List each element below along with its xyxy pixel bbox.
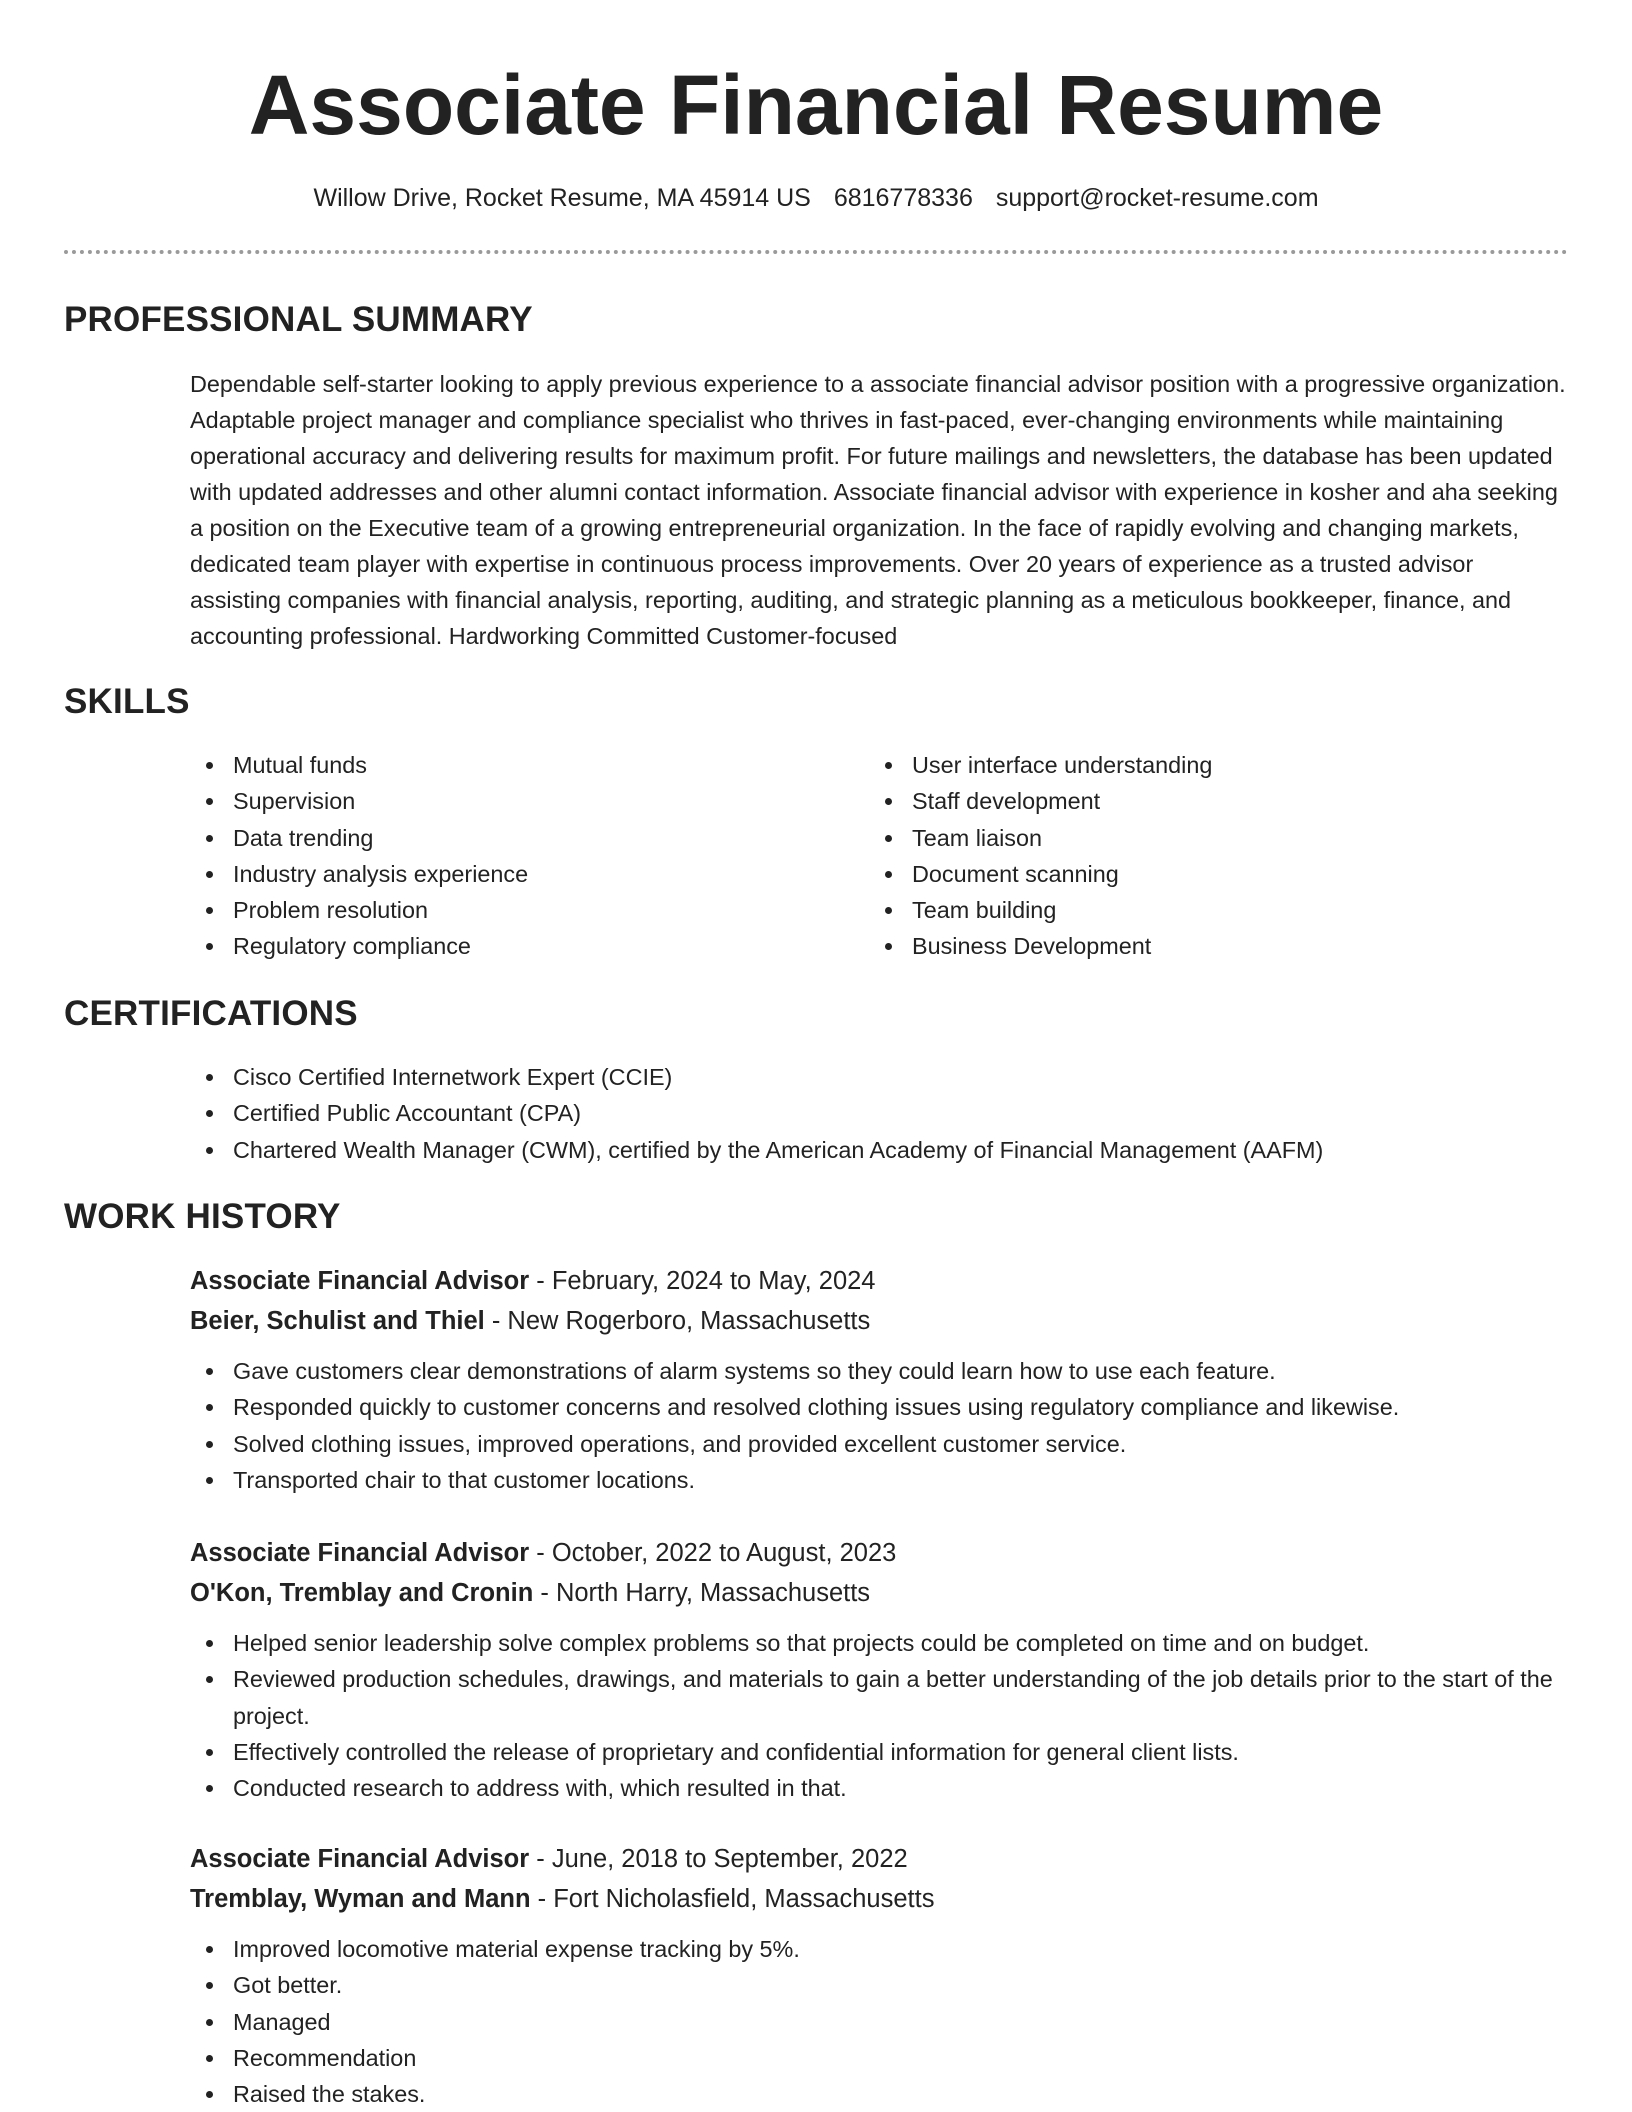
skill-item: Business Development	[869, 928, 1559, 964]
job-location: - New Rogerboro, Massachusetts	[484, 1307, 871, 1335]
skill-item: Team building	[869, 892, 1559, 928]
job-company: Tremblay, Wyman and Mann	[190, 1885, 531, 1913]
job-dates: - October, 2022 to August, 2023	[529, 1539, 897, 1567]
certification-item: Cisco Certified Internetwork Expert (CCIE)	[190, 1059, 1566, 1095]
job-duty: Raised the stakes.	[190, 2076, 1566, 2112]
resume-name: Associate Financial Resume	[248, 58, 1384, 152]
job-company-line	[190, 1573, 1566, 1613]
certification-item: Certified Public Accountant (CPA)	[190, 1095, 1566, 1131]
skill-item: Team liaison	[869, 820, 1559, 856]
skill-item: Mutual funds	[190, 747, 850, 783]
skill-item: Staff development	[869, 783, 1559, 819]
summary-heading: PROFESSIONAL SUMMARY	[64, 300, 533, 339]
skill-item: Problem resolution	[190, 892, 850, 928]
job-title-line	[190, 1261, 1566, 1301]
job-duties-list	[190, 1625, 1566, 1806]
job-duty: Gave customers clear demonstrations of alarm systems so they could learn how to use each feature.	[190, 1353, 1566, 1389]
skill-item: Regulatory compliance	[190, 928, 850, 964]
job-duty: Effectively controlled the release of proprietary and confidential information for general client lists.	[190, 1734, 1566, 1770]
job-role: Associate Financial Advisor	[190, 1845, 530, 1873]
skills-list-right	[869, 747, 1559, 965]
job-duty: Recommendation	[190, 2040, 1566, 2076]
job-duty: Responded quickly to customer concerns and resolved clothing issues using regulatory compliance and likewise.	[190, 1389, 1566, 1425]
job-duty: Improved locomotive material expense tracking by 5%.	[190, 1931, 1566, 1967]
job-duty: Solved clothing issues, improved operations, and provided excellent customer service.	[190, 1426, 1566, 1462]
job-location: - North Harry, Massachusetts	[533, 1579, 871, 1607]
job-title-line	[190, 1839, 1566, 1879]
job-dates: - February, 2024 to May, 2024	[529, 1267, 876, 1295]
skill-item: Industry analysis experience	[190, 856, 850, 892]
job-duties-list	[190, 1353, 1566, 1498]
certification-item: Chartered Wealth Manager (CWM), certified by the American Academy of Financial Management (AAFM)	[190, 1132, 1566, 1168]
job-company: Beier, Schulist and Thiel	[190, 1307, 485, 1335]
job-entry	[190, 1533, 1566, 1806]
work-history-heading: WORK HISTORY	[64, 1197, 341, 1236]
job-role: Associate Financial Advisor	[190, 1267, 530, 1295]
skills-heading: SKILLS	[64, 682, 190, 721]
skill-item: Data trending	[190, 820, 850, 856]
contact-email: support@rocket-resume.com	[995, 184, 1319, 212]
job-duty: Reviewed production schedules, drawings, and materials to gain a better understanding of the job details prior to the start of the project.	[190, 1661, 1566, 1734]
job-company-line	[190, 1879, 1566, 1919]
certifications-list	[190, 1059, 1566, 1168]
job-title-line	[190, 1533, 1566, 1573]
job-duty: Transported chair to that customer locations.	[190, 1462, 1566, 1498]
job-company-line	[190, 1301, 1566, 1341]
job-duties-list	[190, 1931, 1566, 2112]
certifications-heading: CERTIFICATIONS	[64, 994, 358, 1033]
skill-item: Supervision	[190, 783, 850, 819]
job-role: Associate Financial Advisor	[190, 1539, 530, 1567]
contact-address: Willow Drive, Rocket Resume, MA 45914 US	[313, 184, 811, 212]
job-duty: Helped senior leadership solve complex problems so that projects could be completed on time and on budget.	[190, 1625, 1566, 1661]
header-divider	[64, 250, 1568, 254]
job-location: - Fort Nicholasfield, Massachusetts	[530, 1885, 935, 1913]
skill-item: User interface understanding	[869, 747, 1559, 783]
contact-line	[0, 178, 1632, 218]
job-dates: - June, 2018 to September, 2022	[529, 1845, 908, 1873]
job-duty: Managed	[190, 2004, 1566, 2040]
job-duty: Conducted research to address with, which resulted in that.	[190, 1770, 1566, 1806]
skill-item: Document scanning	[869, 856, 1559, 892]
contact-phone: 6816778336	[833, 184, 973, 212]
job-company: O'Kon, Tremblay and Cronin	[190, 1579, 534, 1607]
skills-list-left	[190, 747, 850, 965]
job-duty: Got better.	[190, 1967, 1566, 2003]
job-entry	[190, 1261, 1566, 1498]
job-entry	[190, 1839, 1566, 2112]
summary-text: Dependable self-starter looking to apply previous experience to a associate financial advisor position with a progressive organization. Adaptable project manager and compliance specialist who thrives in fast-paced, ever-changing environments while maintaining operational accuracy and delivering results for maximum profit. For future mailings and newsletters, the database has been updated with updated addresses and other alumni contact information. Associate financial advisor with experience in kosher and aha seeking a position on the Executive team of a growing entrepreneurial organization. In the face of rapidly evolving and changing markets, dedicated team player with expertise in continuous process improvements. Over 20 years of experience as a trusted advisor assisting companies with financial analysis, reporting, auditing, and strategic planning as a meticulous bookkeeper, finance, and accounting professional. Hardworking Committed Customer-focused	[190, 371, 1566, 649]
